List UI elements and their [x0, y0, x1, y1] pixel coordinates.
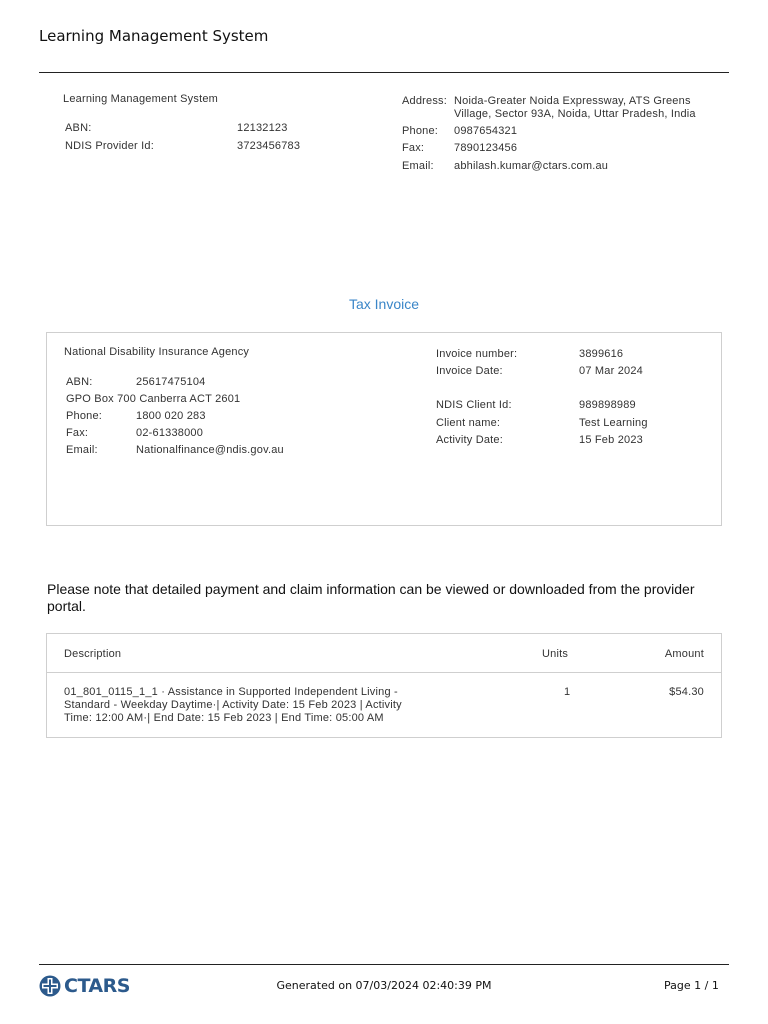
agency-name: National Disability Insurance Agency	[64, 346, 250, 358]
provider-email-value: abhilash.kumar@ctars.com.au	[454, 160, 609, 172]
agency-fax-value: 02-61338000	[136, 427, 204, 439]
invoice-number-value: 3899616	[579, 348, 624, 360]
provider-phone-value: 0987654321	[454, 125, 518, 137]
row-description-line1: 01_801_0115_1_1 · Assistance in Supported Independent Living -	[64, 686, 398, 698]
document-title: Learning Management System	[39, 27, 269, 45]
client-id-value: 989898989	[579, 399, 636, 411]
agency-abn-label: ABN:	[66, 376, 93, 388]
row-description-line3: Time: 12:00 AM·| End Date: 15 Feb 2023 | End Time: 05:00 AM	[64, 712, 384, 724]
header-divider	[39, 72, 729, 73]
client-id-label: NDIS Client Id:	[436, 399, 512, 411]
row-amount: $54.30	[669, 686, 704, 698]
provider-phone-label: Phone:	[402, 125, 439, 137]
provider-email-label: Email:	[402, 160, 434, 172]
client-name-label: Client name:	[436, 417, 501, 429]
row-description-line2: Standard - Weekday Daytime·| Activity Date: 15 Feb 2023 | Activity	[64, 699, 402, 711]
provider-address-label: Address:	[402, 95, 448, 107]
provider-fax-value: 7890123456	[454, 142, 518, 154]
generated-timestamp: Generated on 07/03/2024 02:40:39 PM	[276, 979, 492, 992]
invoice-date-label: Invoice Date:	[436, 365, 503, 377]
provider-ndis-value: 3723456783	[237, 140, 301, 152]
footer-divider	[39, 964, 729, 965]
billing-details-box	[46, 332, 722, 526]
agency-abn-value: 25617475104	[136, 376, 206, 388]
activity-date-value: 15 Feb 2023	[579, 434, 643, 446]
invoice-number-label: Invoice number:	[436, 348, 518, 360]
invoice-date-value: 07 Mar 2024	[579, 365, 643, 377]
provider-name: Learning Management System	[63, 93, 219, 105]
provider-abn-value: 12132123	[237, 122, 288, 134]
column-header-description: Description	[64, 648, 122, 660]
provider-fax-label: Fax:	[402, 142, 425, 154]
portal-note: Please note that detailed payment and claim information can be viewed or downloaded from the provider portal.	[47, 581, 695, 614]
client-name-value: Test Learning	[579, 417, 648, 429]
agency-phone-label: Phone:	[66, 410, 103, 422]
agency-address: GPO Box 700 Canberra ACT 2601	[66, 393, 241, 405]
page-number: Page 1 / 1	[664, 979, 719, 992]
agency-email-label: Email:	[66, 444, 98, 456]
activity-date-label: Activity Date:	[436, 434, 503, 446]
agency-phone-value: 1800 020 283	[136, 410, 206, 422]
provider-abn-label: ABN:	[65, 122, 92, 134]
line-items-table	[46, 633, 722, 738]
provider-address-line1: Noida-Greater Noida Expressway, ATS Greens	[454, 95, 691, 107]
agency-fax-label: Fax:	[66, 427, 89, 439]
agency-email-value: Nationalfinance@ndis.gov.au	[136, 444, 284, 456]
column-header-amount: Amount	[664, 648, 704, 660]
provider-address-line2: Village, Sector 93A, Noida, Uttar Pradesh, India	[454, 108, 696, 120]
column-header-units: Units	[542, 648, 569, 660]
ctars-logo-text: CTARS	[64, 975, 130, 997]
provider-ndis-label: NDIS Provider Id:	[65, 140, 154, 152]
tax-invoice-title: Tax Invoice	[348, 296, 420, 312]
table-header-divider	[47, 672, 721, 673]
row-units: 1	[564, 686, 571, 698]
